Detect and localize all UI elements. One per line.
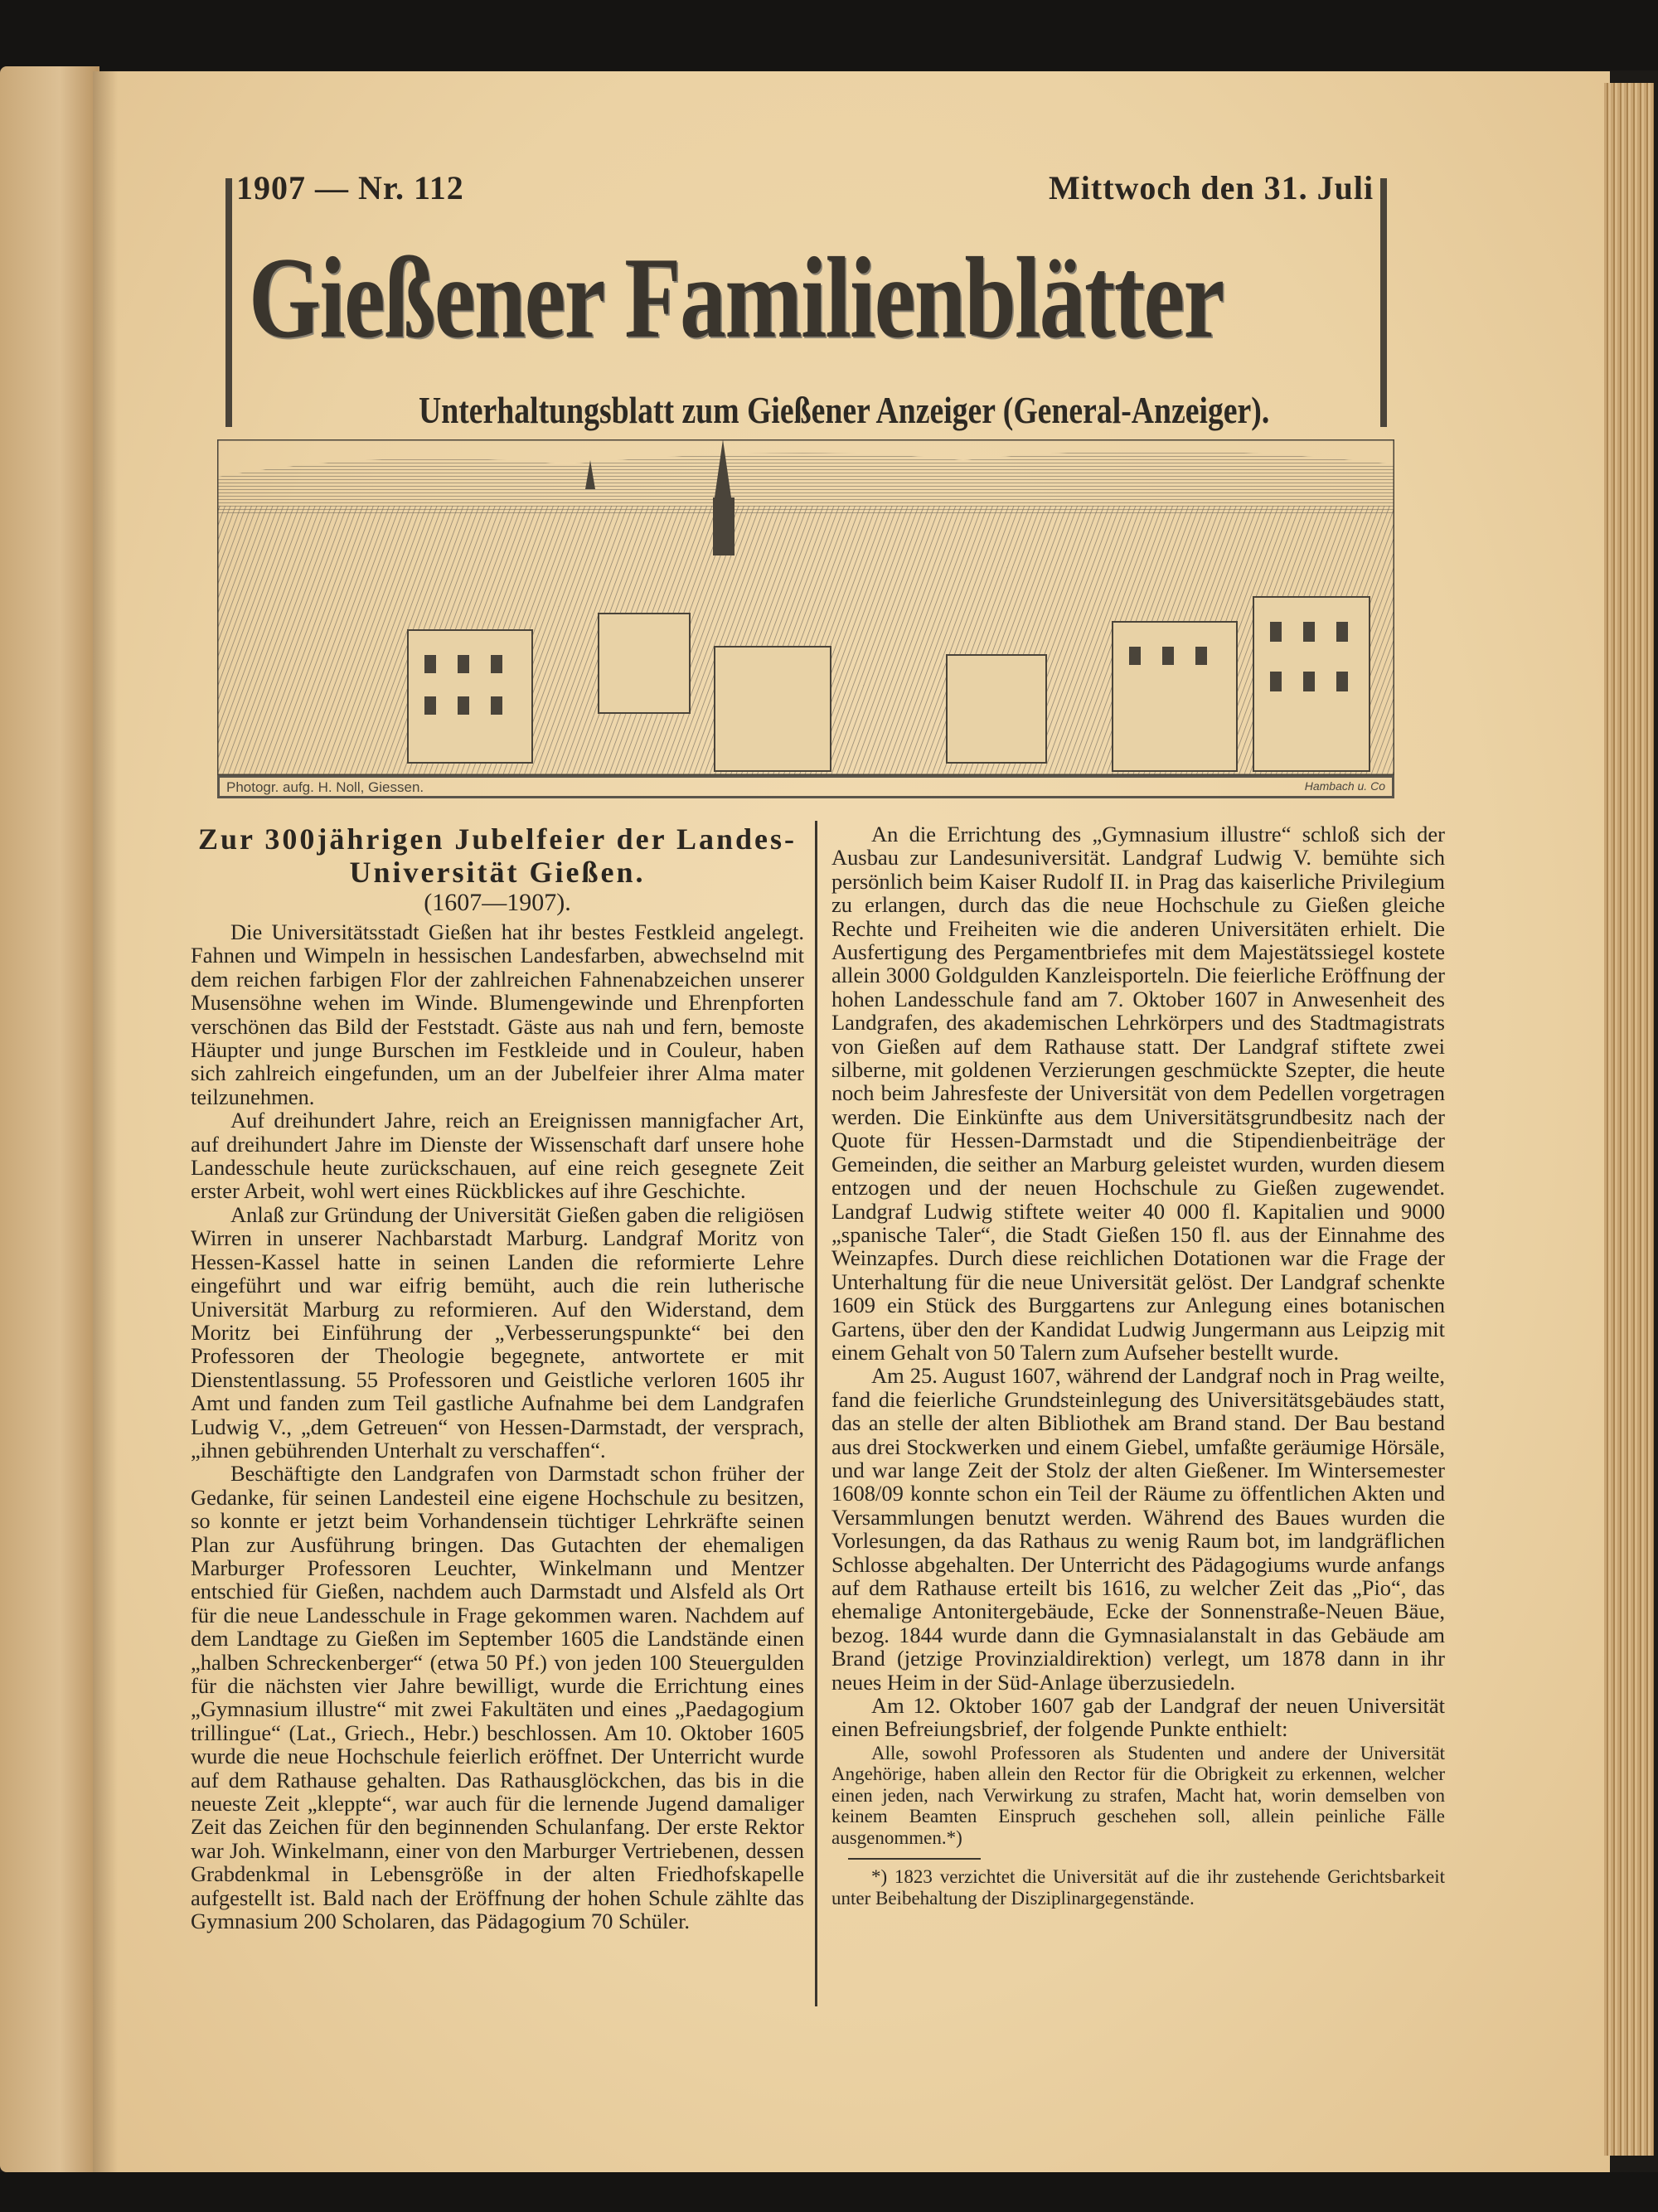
paragraph: Beschäftigte den Landgrafen von Darmstadt schon früher der Gedanke, für seinen Landesteil eine eigene Hochschule zu besitzen, so konnte er jetzt beim Vorhandensein tüchtiger Lehrkräfte seinen Plan zur Ausführung bringen. Das Gutachten der ehemaligen Marburger Professoren Leuchter, Winkelmann und Mentzer entschied für Gießen, nachdem auch Darmstadt und Alsfeld als Ort für die neue Landesschule in Frage gekommen waren. Nachdem auf dem Landtage zu Gießen im September 1605 die Landstände einen „halben Schreckenberger“ (etwa 50 Pf.) von jeden 100 Steuergulden für die nächsten vier Jahre bewilligt, wurde die Errichtung eines „Gymnasium illustre“ mit zwei Fakultäten und eines „Paedagogium trillingue“ (Lat., Griech., Hebr.) beschlossen. Am 10. Oktober 1605 wurde die neue Hochschule feierlich eröffnet. Der Unterricht wurde auf dem Rathause gehalten. Das Rathausglöckchen, das bis in die neueste Zeit „kleppte“, war auch für die lernende Jugend damaliger Zeit das Zeichen für den beginnenden Schulanfang. Der erste Rektor war Joh. Winkelmann, einer von den Marburger Vertriebenen, dessen Grabdenkmal in Lebensgröße in der alten Friedhofskapelle aufgestellt ist. Bald nach der Eröffnung der hohen Schule zählte das Gymnasium 200 Scholaren, das Pädagogium 70 Schüler. (191, 1461, 804, 1934)
masthead-subtitle: Unterhaltungsblatt zum Gießener Anzeiger (General-Anzeiger). (419, 389, 1270, 431)
article-years: (1607—1907). (424, 889, 571, 916)
engraver-signature: Hambach u. Co (1304, 779, 1385, 793)
ornament-right-border (1380, 178, 1387, 427)
quoted-privilege: Alle, sowohl Professoren als Studenten und andere der Universität Angehörige, haben allein den Rector für die Obrigkeit zu erkennen, welcher einen jeden, nach Verwirkung zu strafen, Macht hat, worin demselben von keinem Beamten Einspruch geschehen soll, allein peinliche Fälle ausgenommen.*) (831, 1742, 1445, 1848)
paragraph: Auf dreihundert Jahre, reich an Ereignissen mannigfacher Art, auf dreihundert Jahre im Dienste der Wissenschaft darf unsere hohe Landesschule heute zurückschauen, auf eine reich gesegnete Zeit erster Arbeit, wohl wert eines Rückblickes auf ihre Geschichte. (191, 1108, 804, 1204)
article-column-right (831, 822, 1445, 1909)
issue-number: 1907 — Nr. 112 (236, 169, 464, 206)
article-title: Zur 300jährigen Jubelfeier der Landes-Universität Gießen. (197, 822, 797, 889)
column-divider (815, 821, 817, 2006)
article-column-left (191, 822, 804, 1933)
footnote: *) 1823 verzichtet die Universität auf die ihr zustehende Gerichtsbarkeit unter Beibehaltung der Disziplinargegenstände. (831, 1866, 1445, 1909)
paragraph: Am 12. Oktober 1607 gab der Landgraf der neuen Universität einen Befreiungsbrief, der folgende Punkte enthielt: (831, 1693, 1445, 1742)
paragraph: An die Errichtung des „Gymnasium illustre“ schloß sich der Ausbau zur Landesuniversität. Landgraf Ludwig V. bemühte sich persönlich beim Kaiser Rudolf II. in Prag das kaiserliche Privilegium zu erlangen, durch das die neue Hochschule zu Gießen gleiche Rechte und Freiheiten wie die anderen Universitäten erhielt. Die Ausfertigung des Pergamentbriefes mit dem Majestätssiegel kostete allein 3000 Goldgulden Kanzleisporteln. Die feierliche Eröffnung der hohen Landesschule fand am 7. Oktober 1607 in Anwesenheit des Landgrafen, des akademischen Lehrkörpers und des Stadtmagistrats von Gießen auf dem Rathause statt. Der Landgraf stiftete zwei silberne, mit goldenen Verzierungen geschmückte Szepter, die heute noch beim Jahresfeste der Universität von dem Pedellen vorgetragen werden. Die Einkünfte aus dem Universitätsgrundbesitz nach der Quote für Hessen-Darmstadt und die Stipendienbeiträge der Gemeinden, die seither an Marburg geleistet wurden, wurden diesem entzogen und der neuen Hochschule zu Gießen zugewendet. Landgraf Ludwig stiftete weiter 40 000 fl. Kapitalien und 9000 „spanische Taler“, die Stadt Gießen 150 fl. aus der Einnahme des Weinzapfes. Durch diese reichlichen Dotationen war die Frage der Unterhaltung für die neue Universität gelöst. Der Landgraf schenkte 1609 ein Stück des Burggartens zur Anlegung eines botanischen Gartens, über den der Kandidat Ludwig Jungermann aus Leipzig mit einem Gehalt von 50 Talern zum Aufseher bestellt wurde. (831, 822, 1445, 1365)
paragraph: Die Universitätsstadt Gießen hat ihr bestes Festkleid angelegt. Fahnen und Wimpeln in hessischen Landesfarben, abwechselnd mit dem reichen farbigen Flor der zahlreichen Fahnenabzeichen unserer Musensöhne wehen im Winde. Blumengewinde und Ehrenpforten verschönen das Bild der Feststadt. Gäste aus nah und fern, bemoste Häupter und junge Burschen im Festkleide und in Couleur, haben sich zahlreich eingefunden, um an der Jubelfeier ihrer Alma mater teilzunehmen. (191, 919, 804, 1109)
ornament-left-border (225, 178, 232, 427)
footnote-rule (848, 1858, 981, 1860)
masthead-title: Gießener Familienblätter (249, 234, 1224, 362)
scan-border-top (0, 0, 1658, 70)
page-gutter-shadow (93, 71, 118, 2177)
illustration-caption-bar (217, 775, 1394, 798)
paragraph: Am 25. August 1607, während der Landgraf noch in Prag weilte, fand die feierliche Grundsteinlegung des Universitätsgebäudes statt, das an stelle der alten Bibliothek am Brand stand. Der Bau bestand aus drei Stockwerken und einem Giebel, umfaßte geräumige Hörsäle, und war lange Zeit der Stolz der alten Gießener. Im Wintersemester 1608/09 konnte schon ein Teil der Räume zu öffentlichen Akten und Versammlungen benutzt werden. Während des Baues wurden die Vorlesungen, da das Rathaus zu wenig Raum bot, im landgräflichen Schlosse abgehalten. Der Unterricht des Pädagogiums wurde anfangs auf dem Rathause erteilt bis 1616, zu welcher Zeit das „Pio“, das ehemalige Antonitergebäude, Ecke der Sonnenstraße-Neuen Bäue, bezog. 1844 wurde dann die Gymnasialanstalt in das Gebäude am Brand (jetzige Provinzialdirektion) verlegt, um 1878 dann in ihr neues Heim in der Süd-Anlage überzusiedeln. (831, 1363, 1445, 1695)
photo-credit: Photogr. aufg. H. Noll, Giessen. (226, 779, 424, 795)
paragraph: Anlaß zur Gründung der Universität Gießen gaben die religiösen Wirren in unserer Nachbarstadt Marburg. Landgraf Moritz von Hessen-Kassel hatte in seinen Landen die reformierte Lehre eingeführt und war eifrig bemüht, auch die rein lutherische Universität Marburg zu reformieren. Auf den Widerstand, dem Moritz bei Einführung der „Verbesserungspunkte“ bei den Professoren der Theologie begegnete, antwortete er mit Dienstentlassung. 55 Professoren und Geistliche verloren 1605 ihr Amt und fanden zum Teil gastliche Aufnahme bei dem Landgrafen Ludwig V., „dem Getreuen“ von Hessen-Darmstadt, der versprach, „ihnen gebührenden Unterhalt zu verschaffen“. (191, 1201, 804, 1463)
issue-date: Mittwoch den 31. Juli (1049, 169, 1374, 206)
scan-border-bottom (0, 2172, 1658, 2212)
town-illustration (217, 439, 1394, 775)
page-stack-edge (1604, 83, 1654, 2156)
previous-page-edge (0, 66, 99, 2172)
